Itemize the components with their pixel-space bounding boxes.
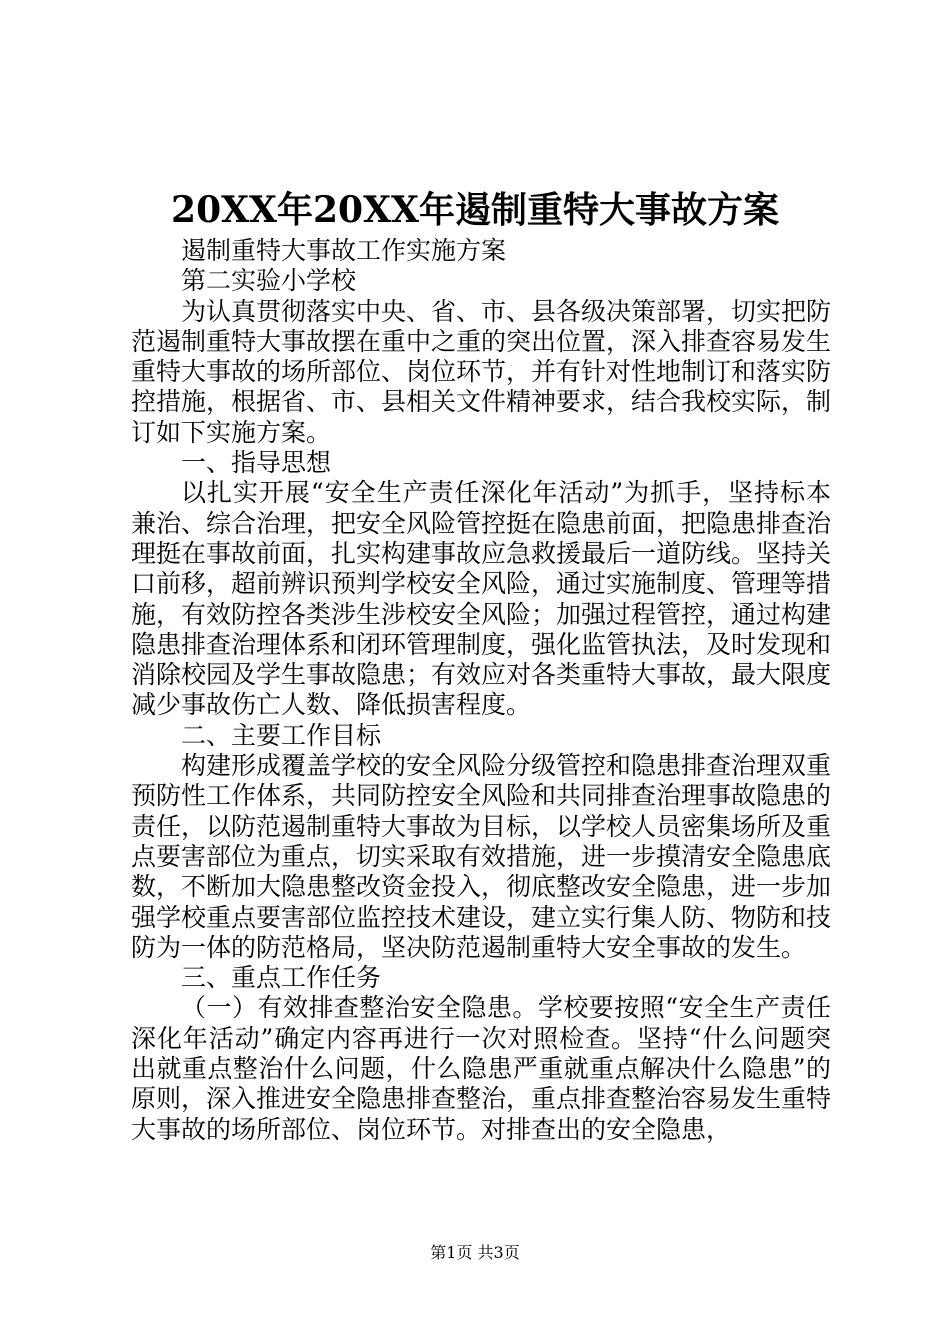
document-body (131, 236, 831, 1145)
paragraph-guiding-thought: 以扎实开展“安全生产责任深化年活动”为抓手，坚持标本兼治、综合治理，把安全风险管控挺在隐患前面，把隐患排查治理挺在事故前面，扎实构建事故应急救援最后一道防线。坚持关口前移，超前辨识预判学校安全风险，通过实施制度、管理等措施，有效防控各类涉生涉校安全风险；加强过程管控，通过构建隐患排查治理体系和闭环管理制度，强化监管执法，及时发现和消除校园及学生事故隐患；有效应对各类重特大事故，最大限度减少事故伤亡人数、降低损害程度。 (131, 478, 832, 720)
page-number-footer: 第1页 共3页 (430, 1243, 520, 1262)
paragraph-key-task-1: （一）有效排查整治安全隐患。学校要按照“安全生产责任深化年活动”确定内容再进行一次对照检查。坚持“什么问题突出就重点整治什么问题，什么隐患严重就重点解决什么隐患”的原则，深入推进安全隐患排查整治，重点排查整治容易发生重特大事故的场所部位、岗位环节。对排查出的安全隐患， (131, 993, 832, 1144)
paragraph-school-name: 第二实验小学校 (181, 266, 357, 296)
paragraph-main-goals: 构建形成覆盖学校的安全风险分级管控和隐患排查治理双重预防性工作体系，共同防控安全风险和共同排查治理事故隐患的责任，以防范遏制重特大事故为目标，以学校人员密集场所及重点要害部位为重点，切实采取有效措施，进一步摸清安全隐患底数，不断加大隐患整改资金投入，彻底整改安全隐患，进一步加强学校重点要害部位监控技术建设，建立实行集人防、物防和技防为一体的防范格局，坚决防范遏制重特大安全事故的发生。 (131, 751, 832, 962)
paragraph-subtitle: 遏制重特大事故工作实施方案 (181, 236, 507, 265)
paragraph-intro: 为认真贯彻落实中央、省、市、县各级决策部署，切实把防范遏制重特大事故摆在重中之重的突出位置，深入排查容易发生重特大事故的场所部位、岗位环节，并有针对性地制订和落实防控措施，根据省、市、县相关文件精神要求，结合我校实际，制订如下实施方案。 (131, 296, 832, 447)
document-title: 20XX年20XX年遏制重特大事故方案 (171, 189, 779, 231)
section-heading-main-goals: 二、主要工作目标 (181, 720, 382, 750)
section-heading-key-tasks: 三、重点工作任务 (181, 963, 382, 993)
section-heading-guiding-thought: 一、指导思想 (181, 448, 332, 478)
